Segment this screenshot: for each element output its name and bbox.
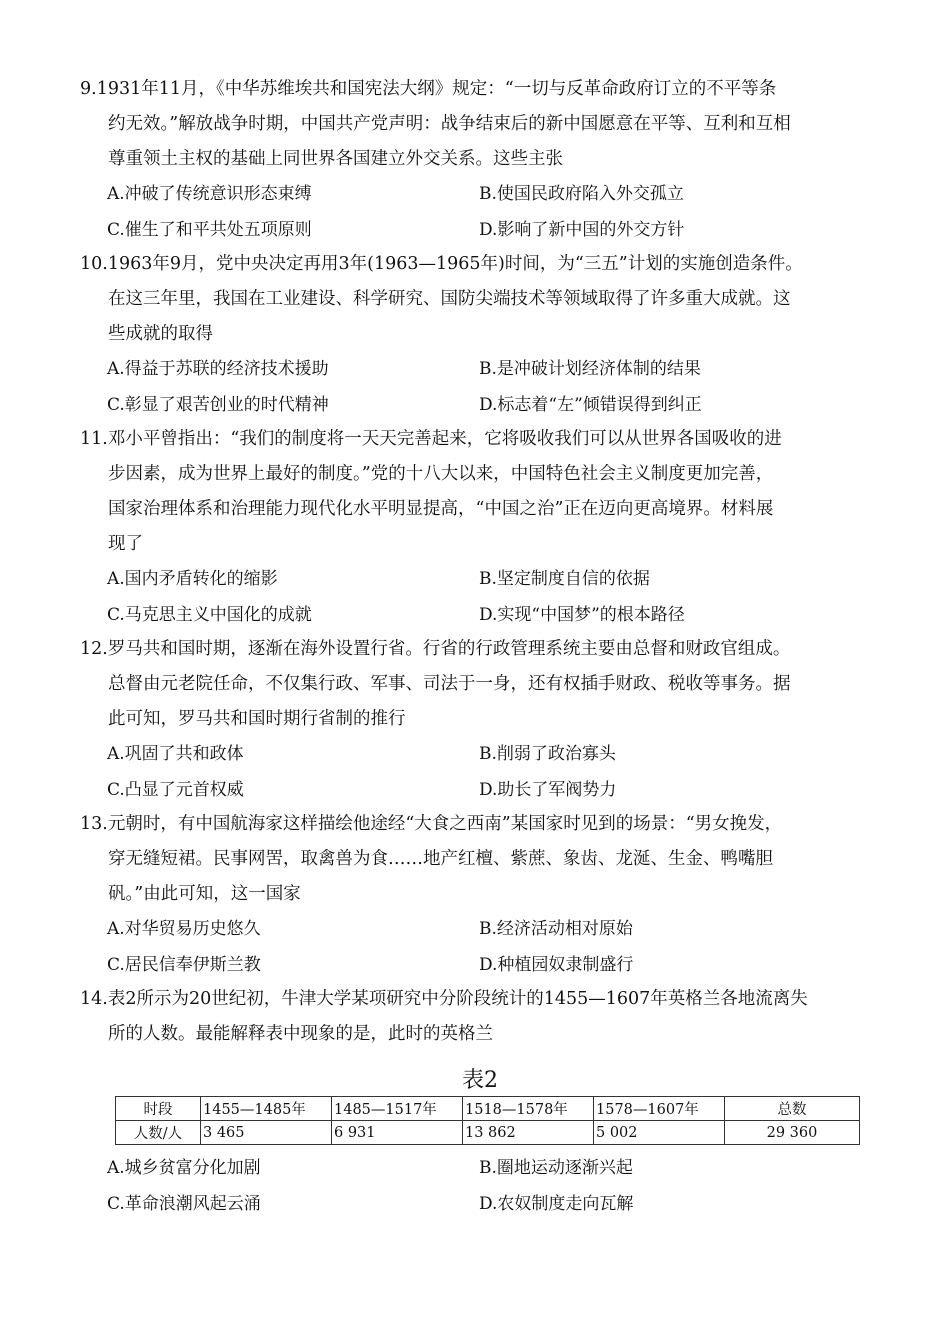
table-header-row (116, 1097, 860, 1121)
stem-line: 尊重领土主权的基础上同世界各国建立外交关系。这些主张 (108, 149, 563, 169)
stem-line: 14.表2所示为20世纪初，牛津大学某项研究中分阶段统计的1455—1607年英格兰各地流离失 (80, 989, 808, 1009)
stem-line: 此可知，罗马共和国时期行省制的推行 (108, 709, 406, 729)
option-d[interactable]: D.实现“中国梦”的根本路径 (479, 604, 685, 625)
option-a[interactable]: A.得益于苏联的经济技术援助 (107, 359, 329, 379)
stem-line: 11.邓小平曾指出：“我们的制度将一天天完善起来，它将吸收我们可以从世界各国吸收的进 (80, 429, 782, 449)
question-stem (80, 807, 880, 912)
options (80, 562, 880, 633)
option-d[interactable]: D.助长了军阀势力 (479, 779, 617, 800)
option-c[interactable]: C.凸显了元首权威 (107, 779, 244, 800)
option-d[interactable]: D.农奴制度走向瓦解 (479, 1193, 634, 1214)
option-b[interactable]: B.经济活动相对原始 (479, 919, 633, 939)
options (80, 737, 880, 808)
options (80, 912, 880, 983)
stem-line: 12.罗马共和国时期，逐渐在海外设置行省。行省的行政管理系统主要由总督和财政官组成。 (80, 639, 791, 659)
question-stem (80, 422, 880, 562)
stem-line: 些成就的取得 (108, 324, 213, 344)
question-9 (80, 72, 880, 248)
option-c[interactable]: C.马克思主义中国化的成就 (107, 604, 312, 625)
stem-line: 总督由元老院任命，不仅集行政、军事、司法于一身，还有权插手财政、税收等事务。据 (108, 674, 791, 694)
stem-line: 约无效。”解放战争时期，中国共产党声明：战争结束后的新中国愿意在平等、互利和互相 (108, 114, 791, 134)
question-14 (80, 982, 880, 1222)
options (80, 352, 880, 423)
table-cell: 5 002 (594, 1121, 725, 1145)
stem-line: 在这三年里，我国在工业建设、科学研究、国防尖端技术等领域取得了许多重大成就。这 (108, 289, 791, 309)
option-b[interactable]: B.削弱了政治寡头 (479, 744, 616, 764)
table-row (116, 1121, 860, 1145)
table-cell: 13 862 (463, 1121, 594, 1145)
option-c[interactable]: C.催生了和平共处五项原则 (107, 219, 312, 240)
option-d[interactable]: D.标志着“左”倾错误得到纠正 (479, 394, 702, 415)
table-cell: 29 360 (725, 1121, 860, 1145)
option-a[interactable]: A.对华贸易历史悠久 (107, 919, 261, 939)
option-d[interactable]: D.影响了新中国的外交方针 (479, 219, 685, 240)
table-cell: 1518—1578年 (463, 1097, 594, 1121)
option-c[interactable]: C.彰显了艰苦创业的时代精神 (107, 394, 329, 415)
option-b[interactable]: B.是冲破计划经济体制的结果 (479, 359, 701, 379)
stem-line: 现了 (108, 534, 143, 554)
stem-line: 10.1963年9月，党中央决定再用3年(1963—1965年)时间，为“三五”计划的实施创造条件。 (80, 254, 803, 274)
question-10 (80, 247, 880, 423)
question-13 (80, 807, 880, 983)
data-table (115, 1096, 860, 1145)
stem-line: 国家治理体系和治理能力现代化水平明显提高，“中国之治”正在迈向更高境界。材料展 (108, 499, 774, 519)
table-cell: 6 931 (332, 1121, 463, 1145)
stem-line: 穿无缝短裙。民事网罟，取禽兽为食……地产红檀、紫蔗、象齿、龙涎、生金、鸭嘴胆 (108, 849, 773, 869)
stem-line: 9.1931年11月，《中华苏维埃共和国宪法大纲》规定：“一切与反革命政府订立的不平等条 (80, 79, 777, 99)
stem-line: 矾。”由此可知，这一国家 (108, 884, 301, 904)
table-cell: 总数 (725, 1097, 860, 1121)
question-stem (80, 982, 880, 1052)
option-c[interactable]: C.革命浪潮风起云涌 (107, 1193, 261, 1214)
question-stem (80, 72, 880, 177)
option-a[interactable]: A.城乡贫富分化加剧 (107, 1158, 261, 1178)
table-cell: 时段 (116, 1097, 201, 1121)
question-stem (80, 247, 880, 352)
table-cell: 人数/人 (116, 1121, 201, 1145)
option-d[interactable]: D.种植园奴隶制盛行 (479, 954, 634, 975)
options (80, 1151, 880, 1222)
option-b[interactable]: B.圈地运动逐渐兴起 (479, 1158, 633, 1178)
question-stem (80, 632, 880, 737)
stem-line: 所的人数。最能解释表中现象的是，此时的英格兰 (108, 1024, 493, 1044)
table-cell: 3 465 (201, 1121, 332, 1145)
table-cell: 1578—1607年 (594, 1097, 725, 1121)
option-a[interactable]: A.国内矛盾转化的缩影 (107, 569, 278, 589)
options (80, 177, 880, 248)
stem-line: 步因素，成为世界上最好的制度。”党的十八大以来，中国特色社会主义制度更加完善， (108, 464, 774, 484)
table-cell: 1485—1517年 (332, 1097, 463, 1121)
table-caption: 表2 (462, 1068, 498, 1093)
stem-line: 13.元朝时，有中国航海家这样描绘他途经“大食之西南”某国家时见到的场景：“男女挽发， (80, 814, 783, 834)
option-a[interactable]: A.巩固了共和政体 (107, 744, 244, 764)
option-b[interactable]: B.使国民政府陷入外交孤立 (479, 184, 684, 204)
option-c[interactable]: C.居民信奉伊斯兰教 (107, 954, 261, 975)
table-cell: 1455—1485年 (201, 1097, 332, 1121)
option-a[interactable]: A.冲破了传统意识形态束缚 (107, 184, 312, 204)
question-12 (80, 632, 880, 808)
option-b[interactable]: B.坚定制度自信的依据 (479, 569, 650, 589)
question-11 (80, 422, 880, 633)
